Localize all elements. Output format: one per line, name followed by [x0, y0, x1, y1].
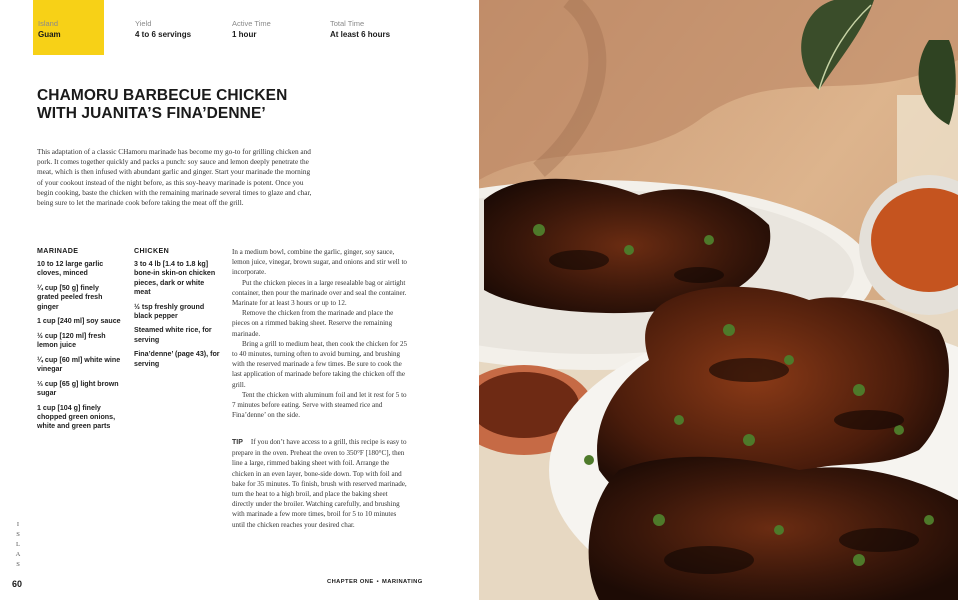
- method-step: Remove the chicken from the marinade and place the pieces on a rimmed baking sheet. Reserve the remaining marinade.: [232, 309, 394, 338]
- ingredient-item: Fina’denne’ (page 43), for serving: [134, 350, 220, 368]
- ingredient-item: ¼ cup [50 g] finely grated peeled fresh ginger: [37, 284, 103, 311]
- food-photo: [479, 0, 958, 600]
- running-footer: CHAPTER ONE • MARINATING: [327, 579, 423, 585]
- recipe-title: CHAMORU BARBECUE CHICKEN WITH JUANITA’S FINA’DENNE’: [37, 87, 288, 122]
- tip-label: TIP: [232, 439, 243, 446]
- method-step: In a medium bowl, combine the garlic, ginger, soy sauce, lemon juice, vinegar, brown sugar, and onions and stir well to incorporate.: [232, 248, 407, 277]
- ingredient-item: ⅓ cup [65 g] light brown sugar: [37, 379, 119, 397]
- tip-text: If you don’t have access to a grill, this recipe is easy to prepare in the oven. Preheat the oven to 350°F [180°C], then line a large, rimmed baking sheet with foil. Arrange the chicken in an even layer, bone-side down. Top with foil and bake for 35 minutes. To finish, brush with reserved marinade, turn the heat to a high broil, and place the baking sheet directly under the broiler. Watching carefully, and brushing with marinade a few more times, broil for 5 to 10 minutes until the chicken reaches your desired char.: [232, 438, 407, 529]
- meta-active-time: Active Time 1 hour: [232, 19, 271, 39]
- grilled-chicken-image: [479, 0, 958, 600]
- ingredient-item: ½ cup [120 ml] fresh lemon juice: [37, 331, 106, 350]
- meta-island: Island Guam: [38, 19, 61, 39]
- ingredients-marinade: [37, 247, 121, 437]
- ingredient-item: 1 cup [240 ml] soy sauce: [37, 317, 121, 326]
- tip-paragraph: [232, 437, 410, 530]
- method-steps: [232, 247, 410, 420]
- ingredients-chicken: [134, 247, 220, 374]
- meta-total-time: Total Time At least 6 hours: [330, 19, 391, 39]
- ingredient-item: Steamed white rice, for serving: [134, 326, 212, 344]
- meta-yield: Yield 4 to 6 servings: [135, 19, 192, 39]
- side-section-label: I S L A S: [15, 521, 21, 568]
- ingredient-item: 10 to 12 large garlic cloves, minced: [37, 260, 104, 278]
- method-step: Bring a grill to medium heat, then cook the chicken for 25 to 40 minutes, turning often to avoid burning, and brushing with the reserved marinade a few times. Be sure to cook the last application of marinade before taking the chicken off the grill.: [232, 339, 408, 389]
- method-step: Put the chicken pieces in a large resealable bag or airtight container, then pour the marinade over and seal the container. Marinate for at least 3 hours or up to 12.: [232, 278, 407, 308]
- ingredient-item: 1 cup [104 g] finely chopped green onions, white and green parts: [37, 403, 116, 431]
- marinade-heading: MARINADE: [37, 247, 79, 255]
- ingredient-item: 3 to 4 lb [1.4 to 1.8 kg] bone-in skin-on chicken pieces, dark or white meat: [134, 260, 216, 296]
- page-number: 60: [12, 579, 23, 589]
- ingredient-item: ¼ cup [60 ml] white wine vinegar: [37, 355, 121, 374]
- recipe-intro: This adaptation of a classic CHamoru marinade has become my go-to for grilling chicken and pork. It comes together quickly and packs a punch: soy sauce and lemon deeply penetrate the meat, which is then infused with abundant garlic and ginger. Start your marinade the morning of your cookout instead of the night before, as this soy-heavy marinade is potent. Once you begin cooking, baste the chicken with the remaining marinade several times to glaze and char, being sure to let the marinade cook before taking the meat off the grill.: [37, 147, 312, 208]
- method-step: Tent the chicken with aluminum foil and let it rest for 5 to 7 minutes before eating. Serve with steamed rice and Fina’denne’ on the side.: [232, 390, 407, 420]
- ingredient-item: ½ tsp freshly ground black pepper: [134, 302, 205, 320]
- chicken-heading: CHICKEN: [134, 247, 170, 255]
